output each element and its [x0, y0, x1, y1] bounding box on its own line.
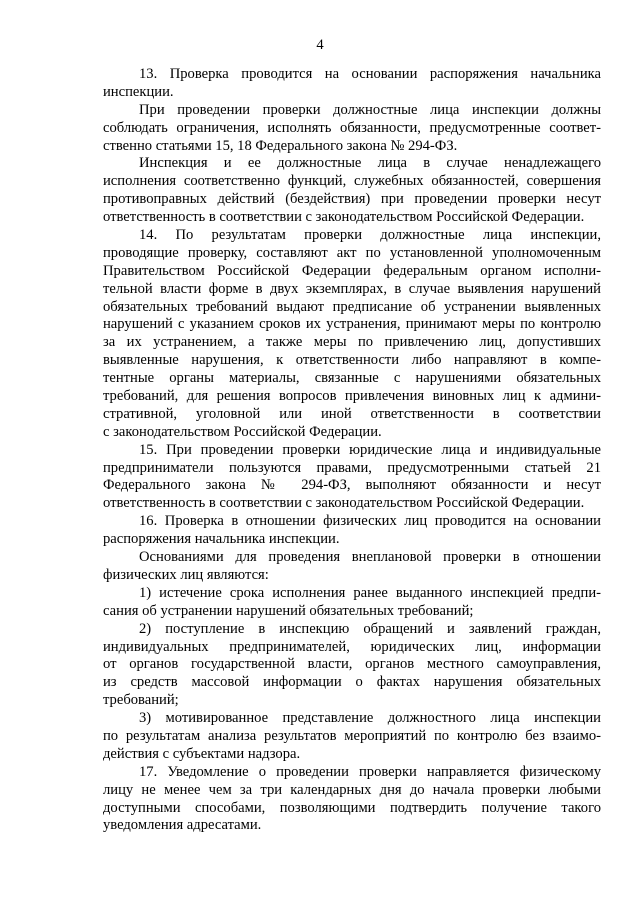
text-line: Правительством Российской Федерации федеральным органом исполни-	[103, 262, 601, 279]
text-line: 2) поступление в инспекцию обращений и заявлений граждан,	[139, 620, 601, 637]
text-line: сания об устранении нарушений обязательных требований;	[103, 602, 474, 619]
text-line: исполнения соответственно функций, служебных обязанностей, совершения	[103, 173, 601, 190]
text-line: тентные органы материалы, связанные с нарушениями обязательных	[103, 370, 601, 387]
text-line: по результатам анализа результатов мероприятий по контролю без взаимо-	[103, 727, 601, 744]
text-line: 16. Проверка в отношении физических лиц проводится на основании	[139, 513, 601, 530]
text-line: соблюдать ограничения, исполнять обязанности, предусмотренные соответ-	[103, 119, 601, 136]
text-line: обязательных требований выдают предписание об устранении выявленных	[103, 298, 601, 315]
text-line: выявленные нарушения, к ответственности либо направляют в компе-	[103, 352, 601, 369]
text-line: 13. Проверка проводится на основании распоряжения начальника	[139, 66, 601, 82]
text-line: требований;	[103, 692, 179, 709]
text-line: за их устранением, а также меры по привлечению лиц, допустивших	[103, 334, 601, 351]
text-line: При проведении проверки должностные лица инспекции должны	[139, 101, 601, 118]
text-line: 1) истечение срока исполнения ранее выданного инспекцией предпи-	[139, 584, 601, 601]
text-line: требований, для решения вопросов привлечения виновных лиц к админи-	[103, 388, 601, 405]
text-line: уведомления адресатами.	[103, 817, 262, 834]
text-line: физических лиц являются:	[103, 566, 269, 583]
text-line: тельной власти форме в двух экземплярах, в случае выявления нарушений	[103, 280, 601, 297]
text-line: Инспекция и ее должностные лица в случае ненадлежащего	[139, 155, 601, 172]
text-line: инспекции.	[103, 83, 174, 100]
text-line: из средств массовой информации о фактах нарушения обязательных	[103, 674, 601, 691]
text-line: от органов государственной власти, органов местного самоуправления,	[103, 656, 601, 673]
text-line: распоряжения начальника инспекции.	[103, 531, 340, 548]
text-line: 17. Уведомление о проведении проверки направляется физическому	[139, 763, 601, 780]
text-line: ответственность в соответствии с законодательством Российской Федерации.	[103, 495, 585, 512]
text-line: доступными способами, позволяющими подтвердить получение такого	[103, 799, 601, 816]
text-line: 3) мотивированное представление должностного лица инспекции	[139, 710, 601, 727]
text-line: предприниматели пользуются правами, предусмотренными статьей 21	[103, 459, 601, 476]
page-number: 4	[316, 37, 324, 53]
text-line: нарушений с указанием сроков их устранения, принимают меры по контролю	[103, 316, 601, 333]
text-line: с законодательством Российской Федерации.	[103, 423, 382, 440]
text-line: Основаниями для проведения внеплановой проверки в отношении	[139, 549, 601, 566]
text-line: стративной, уголовной или иной ответственности в соответствии	[103, 405, 601, 422]
text-line: 15. При проведении проверки юридические лица и индивидуальные	[139, 441, 601, 458]
text-line: действия с субъектами надзора.	[103, 745, 301, 762]
text-line: противоправных действий (бездействия) при проведении проверки несут	[103, 191, 601, 208]
text-line: Федерального закона № 294-ФЗ, выполняют обязанности и несут	[103, 477, 601, 494]
text-line: лицу не менее чем за три календарных дня до начала проверки любыми	[103, 781, 601, 798]
text-line: 14. По результатам проверки должностные лица инспекции,	[139, 227, 601, 244]
text-line: проводящие проверку, составляют акт по установленной уполномоченным	[103, 244, 601, 261]
text-line: ответственность в соответствии с законодательством Российской Федерации.	[103, 209, 585, 226]
text-line: индивидуальных предпринимателей, юридических лиц, информации	[103, 638, 601, 655]
body-text	[103, 66, 601, 835]
text-line: ственно статьями 15, 18 Федерального закона № 294-ФЗ.	[103, 137, 458, 154]
